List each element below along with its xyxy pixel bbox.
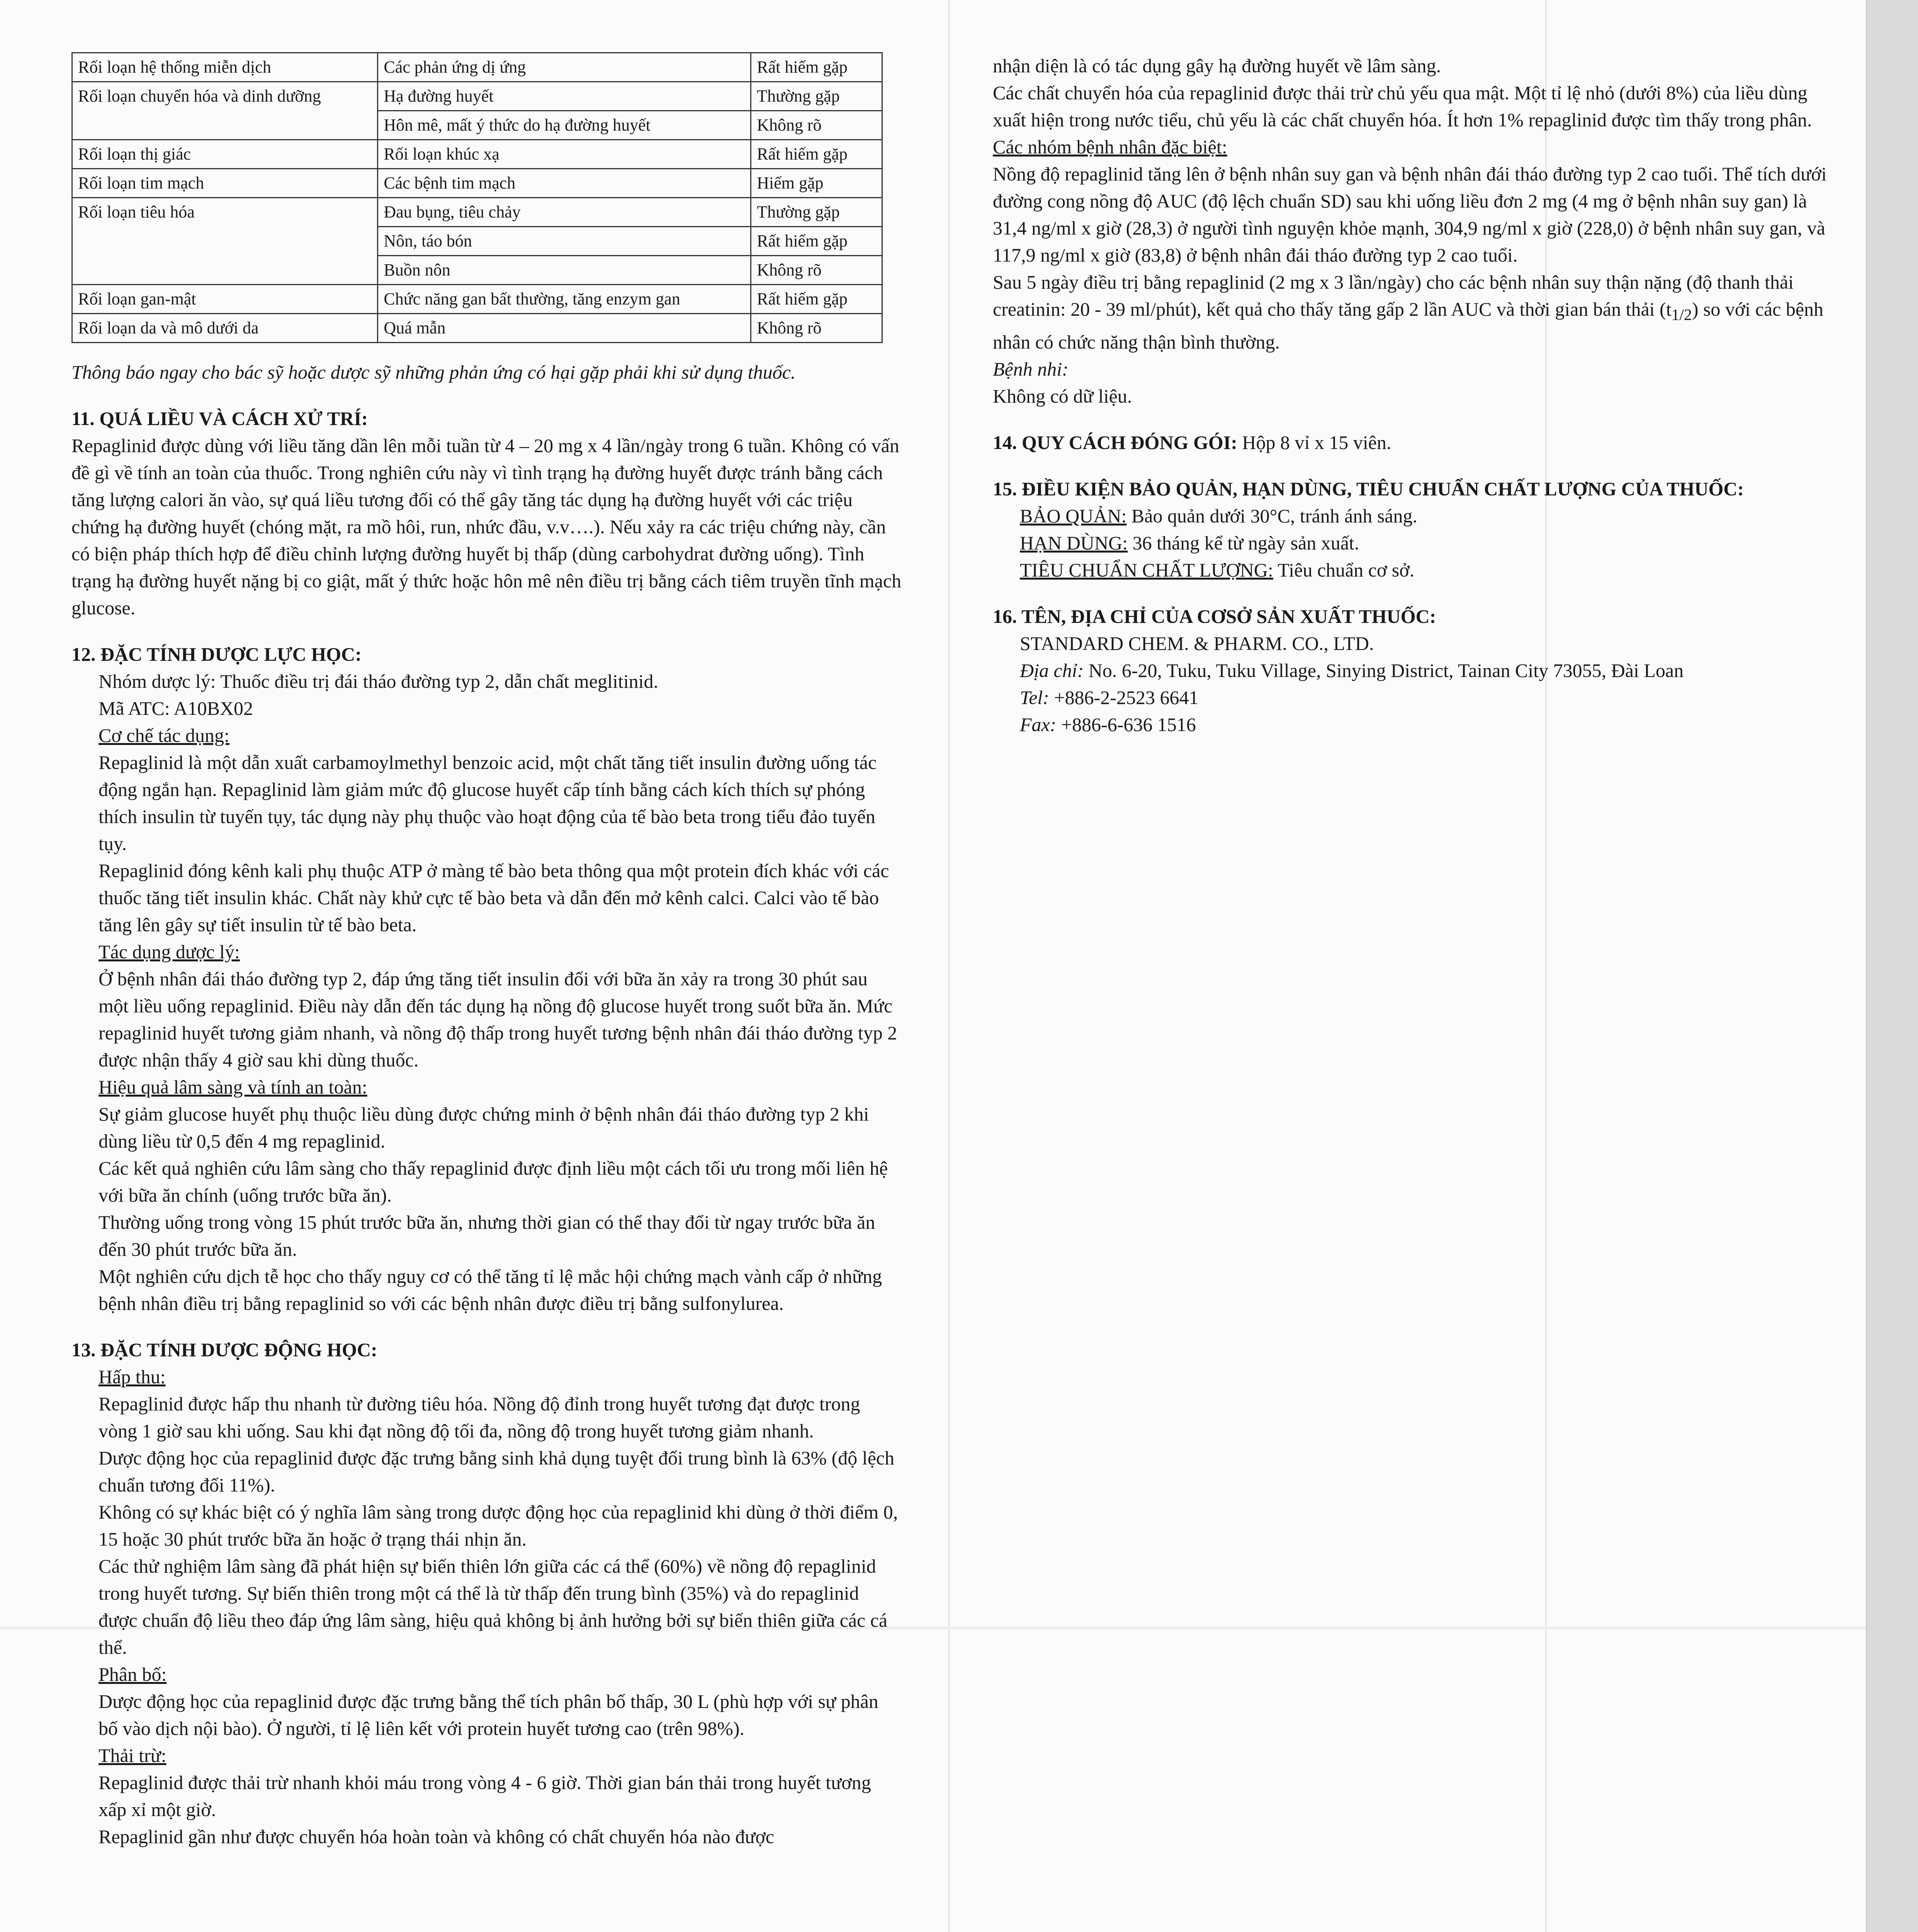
efficacy-text-4: Một nghiên cứu dịch tễ học cho thấy nguy cơ có thể tăng tỉ lệ mắc hội chứng mạch vành cấp ở những bệnh nhân điều trị bằng repaglinid so với các bệnh nhân được điều trị bằng sulfonylurea. (99, 1265, 882, 1314)
table-row (72, 227, 882, 256)
absorption-text-4: Các thử nghiệm lâm sàng đã phát hiện sự biến thiên lớn giữa các cá thể (60%) về nồng độ repaglinid trong huyết tương. Sự biến thiên trong một cá thể là từ thấp đến trung bình (35%) và do repaglinid được chuẩn độ liều theo đáp ứng lâm sàng, hiệu quả không bị ảnh hưởng bởi sự biến thiên giữa các cá thể. (99, 1555, 888, 1658)
table-row (72, 285, 882, 314)
mechanism-heading: Cơ chế tác dụng: (99, 724, 229, 746)
distribution-text: Dược động học của repaglinid được đặc trưng bằng thể tích phân bố thấp, 30 L (phù hợp với sự phân bố vào dịch nội bào). Ở người, tỉ lệ liên kết với protein huyết tương cao (trên 98%). (99, 1690, 878, 1739)
mechanism-text-1: Repaglinid là một dẫn xuất carbamoylmethyl benzoic acid, một chất tăng tiết insulin đường uống tác động ngắn hạn. Repaglinid làm giảm mức độ glucose huyết cấp tính bằng cách kích thích sự phóng thích insulin từ tuyến tụy, tác dụng này phụ thuộc vào hoạt động của tế bào beta trong tiểu đảo tuyến tụy. (99, 752, 877, 854)
frequency-cell: Không rõ (751, 314, 882, 343)
efficacy-text-2: Các kết quả nghiên cứu lâm sàng cho thấy repaglinid được định liều một cách tối ưu trong mối liên hệ với bữa ăn chính (uống trước bữa ăn). (99, 1157, 888, 1206)
organ-system-cell: Rối loạn tiêu hóa (72, 198, 378, 227)
frequency-cell: Không rõ (751, 111, 882, 140)
fold-line (948, 0, 950, 1932)
reaction-cell: Quá mẫn (378, 314, 751, 343)
manufacturer-address: Địa chỉ: No. 6-20, Tuku, Tuku Village, Sinying District, Tainan City 73055, Đài Loan (1020, 660, 1684, 681)
frequency-cell: Rất hiếm gặp (751, 53, 882, 82)
special-groups-text-1: Nồng độ repaglinid tăng lên ở bệnh nhân suy gan và bệnh nhân đái tháo đường typ 2 cao tuổi. Thể tích dưới đường cong nồng độ AUC (độ lệch chuẩn SD) sau khi uống liều đơn 2 mg (4 mg ở bệnh nhân suy gan) là 31,4 ng/ml x giờ (28,3) ở người tình nguyện khỏe mạnh, 304,9 ng/ml x giờ (228,0) ở bệnh nhân suy gan, và 117,9 ng/ml x giờ (83,8) ở bệnh nhân đái tháo đường typ 2 cao tuổi. (993, 163, 1827, 266)
frequency-cell: Thường gặp (751, 82, 882, 111)
continued-text-1: nhận diện là có tác dụng gây hạ đường huyết về lâm sàng. (993, 55, 1441, 77)
reaction-cell: Chức năng gan bất thường, tăng enzym gan (378, 285, 751, 314)
efficacy-heading: Hiệu quả lâm sàng và tính an toàn: (99, 1076, 367, 1098)
special-groups-text-2: Sau 5 ngày điều trị bằng repaglinid (2 mg x 3 lần/ngày) cho các bệnh nhân suy thận nặng (độ thanh thải creatinin: 20 - 39 ml/phút), kết quả cho thấy tăng gấp 2 lần AUC và thời gian bán thải $(t_{1/2})$ so với các bệnh nhân có chức năng thận bình thường. (993, 271, 1824, 353)
absorption-text-1: Repaglinid được hấp thu nhanh từ đường tiêu hóa. Nồng độ đỉnh trong huyết tương đạt được trong vòng 1 giờ sau khi uống. Sau khi đạt nồng độ tối đa, nồng độ trong huyết tương giảm nhanh. (99, 1393, 860, 1442)
table-row (72, 111, 882, 140)
reaction-cell: Các bệnh tim mạch (378, 169, 751, 198)
organ-system-cell (72, 227, 378, 256)
section-11-title: 11. QUÁ LIỀU VÀ CÁCH XỬ TRÍ: (71, 408, 368, 429)
section-12-title: 12. ĐẶC TÍNH DƯỢC LỰC HỌC: (71, 643, 362, 665)
mechanism-text-2: Repaglinid đóng kênh kali phụ thuộc ATP ở màng tế bào beta thông qua một protein đích khác với các thuốc tăng tiết insulin khác. Chất này khử cực tế bào beta và dẫn đến mở kênh calci. Calci vào tế bào tăng lên gây sự tiết insulin từ tế bào beta. (99, 860, 889, 935)
organ-system-cell: Rối loạn gan-mật (72, 285, 378, 314)
manufacturer-fax: Fax: +886-6-636 1516 (1020, 714, 1196, 735)
table-row (72, 53, 882, 82)
table-row (72, 256, 882, 285)
efficacy-text-3: Thường uống trong vòng 15 phút trước bữa ăn, nhưng thời gian có thể thay đổi từ ngay trước bữa ăn đến 30 phút trước bữa ăn. (99, 1211, 875, 1260)
organ-system-cell (72, 256, 378, 285)
absorption-heading: Hấp thu: (99, 1366, 166, 1388)
elimination-text-1: Repaglinid được thải trừ nhanh khỏi máu trong vòng 4 - 6 giờ. Thời gian bán thải trong huyết tương xấp xỉ một giờ. (99, 1772, 871, 1820)
atc-code: Mã ATC: A10BX02 (99, 697, 253, 719)
expiry-line: HẠN DÙNG: 36 tháng kể từ ngày sản xuất. (1020, 532, 1359, 554)
adverse-reactions-table (71, 52, 883, 343)
frequency-cell: Rất hiếm gặp (751, 140, 882, 169)
section-13-title: 13. ĐẶC TÍNH DƯỢC ĐỘNG HỌC: (71, 1339, 377, 1361)
frequency-cell: Rất hiếm gặp (751, 227, 882, 256)
special-groups-heading: Các nhóm bệnh nhân đặc biệt: (993, 136, 1227, 158)
organ-system-cell: Rối loạn da và mô dưới da (72, 314, 378, 343)
section-14: 14. QUY CÁCH ĐÓNG GÓI: Hộp 8 vỉ x 15 viên. (993, 432, 1391, 453)
pharmacodynamic-text: Ở bệnh nhân đái tháo đường typ 2, đáp ứng tăng tiết insulin đối với bữa ăn xảy ra trong 30 phút sau một liều uống repaglinid. Điều này dẫn đến tác dụng hạ nồng độ glucose huyết trong suốt bữa ăn. Mức repaglinid huyết tương giảm nhanh, và nồng độ thấp trong huyết tương bệnh nhân đái tháo đường typ 2 được nhận thấy 4 giờ sau khi dùng thuốc. (99, 968, 897, 1071)
reaction-cell: Đau bụng, tiêu chảy (378, 198, 751, 227)
table-row (72, 169, 882, 198)
reaction-cell: Hạ đường huyết (378, 82, 751, 111)
reaction-cell: Buồn nôn (378, 256, 751, 285)
manufacturer-name: STANDARD CHEM. & PHARM. CO., LTD. (1020, 633, 1374, 654)
pediatric-text: Không có dữ liệu. (993, 385, 1132, 407)
pharmacodynamic-heading: Tác dụng dược lý: (99, 941, 240, 963)
section-15-title: 15. ĐIỀU KIỆN BẢO QUẢN, HẠN DÙNG, TIÊU CHUẨN CHẤT LƯỢNG CỦA THUỐC: (993, 478, 1744, 500)
absorption-text-3: Không có sự khác biệt có ý nghĩa lâm sàng trong dược động học của repaglinid khi dùng ở thời điểm 0, 15 hoặc 30 phút trước bữa ăn hoặc ở trạng thái nhịn ăn. (99, 1501, 898, 1550)
continued-text-2: Các chất chuyển hóa của repaglinid được thải trừ chủ yếu qua mật. Một tỉ lệ nhỏ (dưới 8%) của liều dùng xuất hiện trong nước tiểu, chủ yếu là các chất chuyển hóa. Ít hơn 1% repaglinid được tìm thấy trong phân. (993, 82, 1812, 131)
organ-system-cell: Rối loạn hệ thống miễn dịch (72, 53, 378, 82)
pharm-group: Nhóm dược lý: Thuốc điều trị đái tháo đường typ 2, dẫn chất meglitinid. (99, 670, 658, 692)
organ-system-cell: Rối loạn thị giác (72, 140, 378, 169)
table-row (72, 198, 882, 227)
organ-system-cell (72, 111, 378, 140)
report-note: Thông báo ngay cho bác sỹ hoặc dược sỹ những phản ứng có hại gặp phải khi sử dụng thuốc. (71, 361, 796, 383)
absorption-text-2: Dược động học của repaglinid được đặc trưng bằng sinh khả dụng tuyệt đối trung bình là 63% (độ lệch chuẩn tương đối 11%). (99, 1447, 895, 1496)
organ-system-cell: Rối loạn chuyển hóa và dinh dưỡng (72, 82, 378, 111)
elimination-heading: Thải trừ: (99, 1745, 166, 1766)
table-row (72, 82, 882, 111)
frequency-cell: Hiếm gặp (751, 169, 882, 198)
manufacturer-tel: Tel: +886-2-2523 6641 (1020, 687, 1199, 708)
table-row (72, 314, 882, 343)
frequency-cell: Rất hiếm gặp (751, 285, 882, 314)
section-16-title: 16. TÊN, ĐỊA CHỈ CỦA CƠSỞ SẢN XUẤT THUỐC: (993, 605, 1436, 627)
frequency-cell: Thường gặp (751, 198, 882, 227)
distribution-heading: Phân bố: (99, 1663, 167, 1685)
quality-standard-line: TIÊU CHUẨN CHẤT LƯỢNG: Tiêu chuẩn cơ sở. (1020, 559, 1415, 581)
organ-system-cell: Rối loạn tim mạch (72, 169, 378, 198)
left-column (71, 52, 902, 1850)
reaction-cell: Các phản ứng dị ứng (378, 53, 751, 82)
table-row (72, 140, 882, 169)
efficacy-text-1: Sự giảm glucose huyết phụ thuộc liều dùng được chứng minh ở bệnh nhân đái tháo đường typ 2 khi dùng liều từ 0,5 đến 4 mg repaglinid. (99, 1103, 869, 1152)
reaction-cell: Nôn, táo bón (378, 227, 751, 256)
elimination-text-2: Repaglinid gần như được chuyển hóa hoàn toàn và không có chất chuyển hóa nào được (99, 1826, 774, 1847)
section-11-body: Repaglinid được dùng với liều tăng dần lên mỗi tuần từ 4 – 20 mg x 4 lần/ngày trong 6 tuần. Không có vấn đề gì về tính an toàn của thuốc. Trong nghiên cứu này vì tình trạng hạ đường huyết được tránh bằng cách tăng lượng calori ăn vào, sự quá liều tương đối có thể gây tăng tác dụng hạ đường huyết với các triệu chứng hạ đường huyết (chóng mặt, ra mồ hôi, run, nhức đầu, v.v….). Nếu xảy ra các triệu chứng này, cần có biện pháp thích hợp để điều chỉnh lượng đường huyết bị thấp (dùng carbohydrat đường uống). Tình trạng hạ đường huyết nặng bị co giật, mất ý thức hoặc hôn mê nên điều trị bằng cách tiêm truyền tĩnh mạch glucose. (71, 435, 902, 619)
right-column (993, 52, 1839, 738)
pediatric-heading: Bệnh nhi: (993, 358, 1069, 380)
reaction-cell: Hôn mê, mất ý thức do hạ đường huyết (378, 111, 751, 140)
storage-line: BẢO QUẢN: Bảo quản dưới 30°C, tránh ánh sáng. (1020, 505, 1417, 527)
reaction-cell: Rối loạn khúc xạ (378, 140, 751, 169)
frequency-cell: Không rõ (751, 256, 882, 285)
